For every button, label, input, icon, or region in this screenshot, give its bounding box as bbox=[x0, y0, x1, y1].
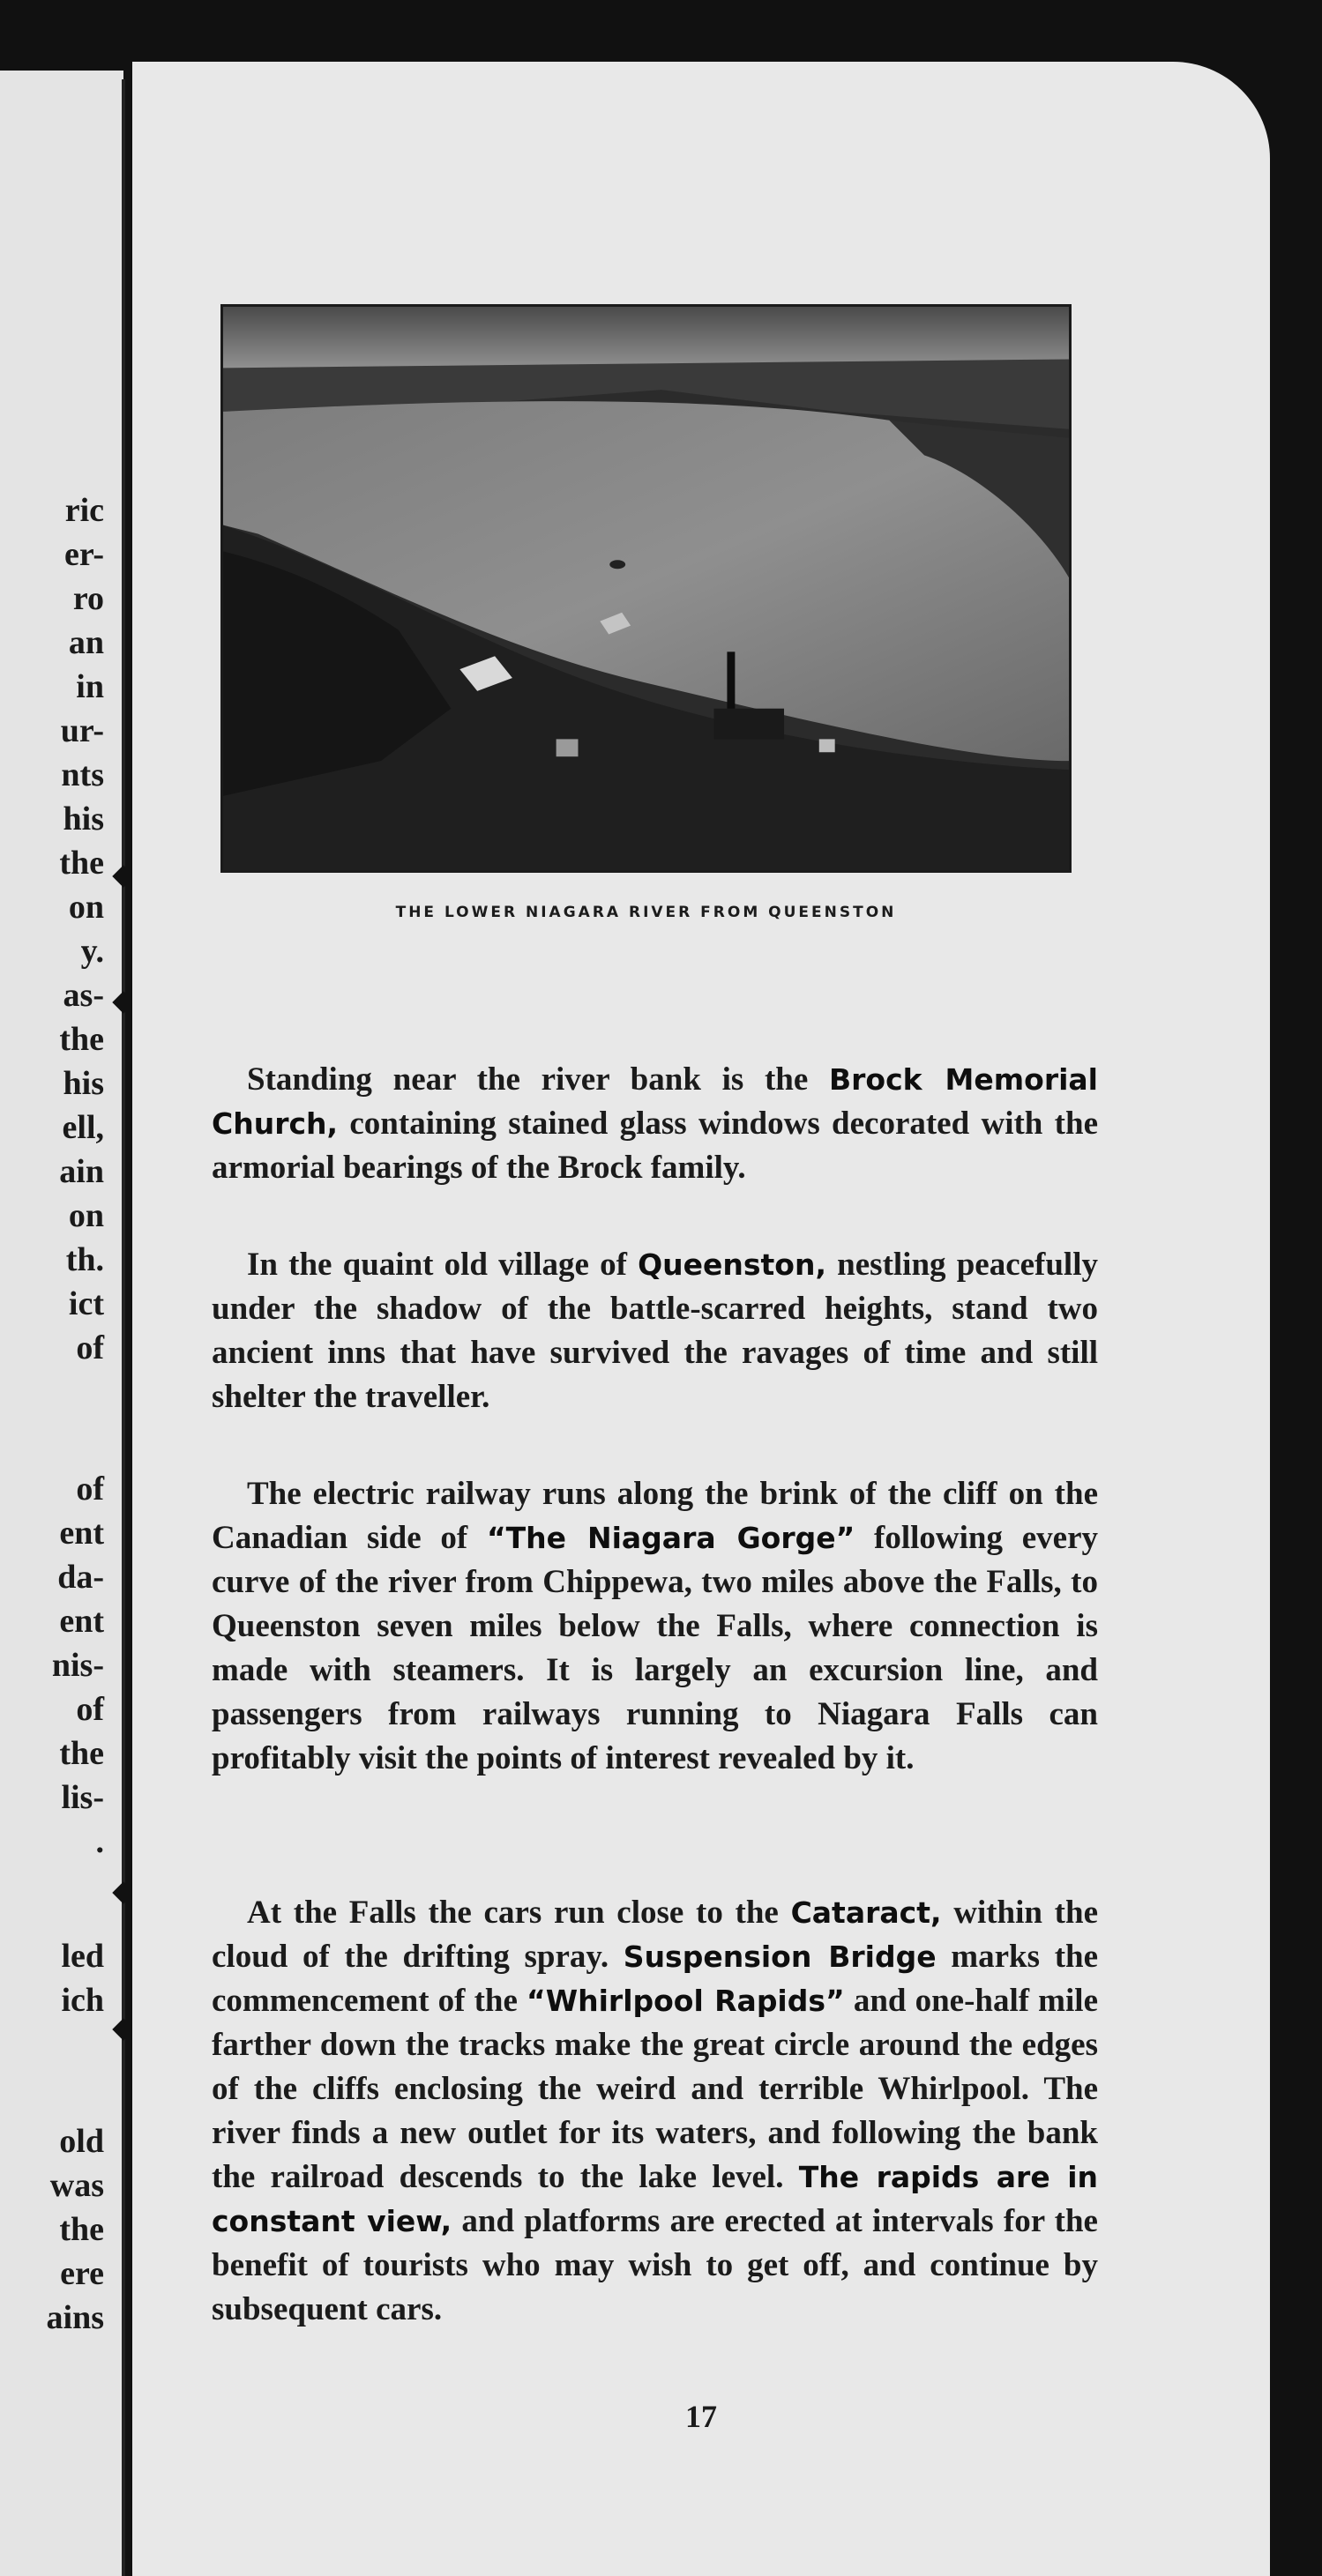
left-page-line-fragment: of bbox=[76, 1470, 104, 1508]
left-page-line-fragment: an bbox=[68, 624, 104, 661]
left-page-line-fragment: the bbox=[59, 1735, 104, 1772]
left-page-line-fragment: ere bbox=[60, 2255, 104, 2292]
left-page-line-fragment: on bbox=[68, 889, 104, 926]
left-page-line-fragment: ich bbox=[61, 1982, 104, 2019]
text-run: within the cloud of the drifting spray. bbox=[212, 1895, 1098, 1975]
left-page-line-fragment: y. bbox=[80, 933, 104, 970]
left-page-line-fragment: in bbox=[76, 668, 104, 705]
emphasized-text: Cataract, bbox=[790, 1895, 942, 1930]
emphasized-text: Brock Memorial Church, bbox=[212, 1062, 1098, 1141]
text-run: and one-half mile farther down the tracks make the great circle around the edges of the cliffs enclosing the weird and terrible Whirlpool. The river finds a new outlet for its waters, and following the bank the railroad descends to the lake level. bbox=[212, 1983, 1098, 2195]
left-page-line-fragment: ain bbox=[59, 1153, 104, 1190]
left-page-line-fragment: da- bbox=[57, 1559, 104, 1596]
left-page-line-fragment: his bbox=[63, 800, 104, 838]
text-run: In the quaint old village of bbox=[247, 1247, 639, 1283]
left-page-line-fragment: ent bbox=[59, 1515, 104, 1552]
page-number: 17 bbox=[685, 2399, 717, 2434]
left-page-line-fragment: er- bbox=[64, 536, 104, 573]
text-run: Standing near the river bank is the bbox=[247, 1061, 829, 1098]
left-page-line-fragment: the bbox=[59, 845, 104, 882]
left-page-line-fragment: nts bbox=[61, 756, 104, 793]
emphasized-text: Queenston, bbox=[638, 1247, 826, 1282]
text-run: following every curve of the river from Chippewa, two miles above the Falls, to Queenston seven miles below the Falls, where connection is made with steamers. It is largely an excursion line, and passengers from railways running to Niagara Falls can profitably visit the points of interest revealed by it. bbox=[212, 1520, 1098, 1776]
left-page-line-fragment: ict bbox=[68, 1285, 104, 1322]
left-page-line-fragment: ric bbox=[64, 492, 104, 529]
book-page bbox=[132, 62, 1270, 2576]
emphasized-text: The rapids are in constant view, bbox=[212, 2160, 1098, 2238]
text-run: nestling peacefully under the shadow of the battle-scarred heights, stand two ancient inns that have survived the ravages of time and still shelter the traveller. bbox=[212, 1247, 1098, 1415]
left-page-line-fragment: th. bbox=[65, 1241, 104, 1278]
emphasized-text: Suspension Bridge bbox=[623, 1939, 937, 1974]
photo-illustration bbox=[223, 307, 1069, 870]
paragraph-electric-railway bbox=[212, 1472, 1098, 1781]
left-page-line-fragment: old bbox=[59, 2123, 104, 2160]
left-facing-page bbox=[0, 71, 123, 2576]
left-page-line-fragment: ro bbox=[72, 580, 104, 617]
left-page-line-fragment: led bbox=[61, 1938, 104, 1975]
left-page-line-fragment: ell, bbox=[62, 1109, 104, 1146]
paragraph-queenston bbox=[212, 1243, 1098, 1419]
book-binding bbox=[122, 79, 125, 2576]
left-page-line-fragment: was bbox=[49, 2167, 104, 2204]
left-page-line-fragment: his bbox=[63, 1065, 104, 1102]
left-page-line-fragment: ent bbox=[59, 1603, 104, 1640]
left-page-line-fragment: . bbox=[95, 1823, 104, 1860]
paragraph-brock-memorial bbox=[212, 1058, 1098, 1190]
left-page-line-fragment: nis- bbox=[51, 1647, 104, 1684]
left-page-line-fragment: as- bbox=[63, 977, 104, 1014]
left-page-line-fragment: the bbox=[59, 2211, 104, 2248]
left-page-line-fragment: ains bbox=[46, 2299, 104, 2336]
river-photograph bbox=[220, 304, 1072, 873]
left-page-line-fragment: ur- bbox=[60, 712, 104, 749]
paragraph-falls-cataract bbox=[212, 1891, 1098, 2332]
text-run: The electric railway runs along the brink of the cliff on the Canadian side of bbox=[212, 1476, 1098, 1556]
left-page-line-fragment: of bbox=[76, 1691, 104, 1728]
text-run: At the Falls the cars run close to the bbox=[247, 1895, 791, 1931]
emphasized-text: “Whirlpool Rapids” bbox=[527, 1984, 845, 2018]
text-run: marks the commencement of the bbox=[212, 1939, 1099, 2019]
left-page-line-fragment: of bbox=[76, 1329, 104, 1366]
text-run: and platforms are erected at intervals for the benefit of tourists who may wish to get off, and continue by subsequent cars. bbox=[212, 2203, 1098, 2327]
left-page-line-fragment: on bbox=[68, 1197, 104, 1234]
photo-caption: THE LOWER NIAGARA RIVER FROM QUEENSTON bbox=[395, 904, 897, 921]
left-page-line-fragment: the bbox=[59, 1021, 104, 1058]
left-page-line-fragment: lis- bbox=[61, 1779, 104, 1816]
text-run: containing stained glass windows decorated with the armorial bearings of the Brock family. bbox=[212, 1106, 1098, 1186]
emphasized-text: “The Niagara Gorge” bbox=[486, 1521, 855, 1555]
